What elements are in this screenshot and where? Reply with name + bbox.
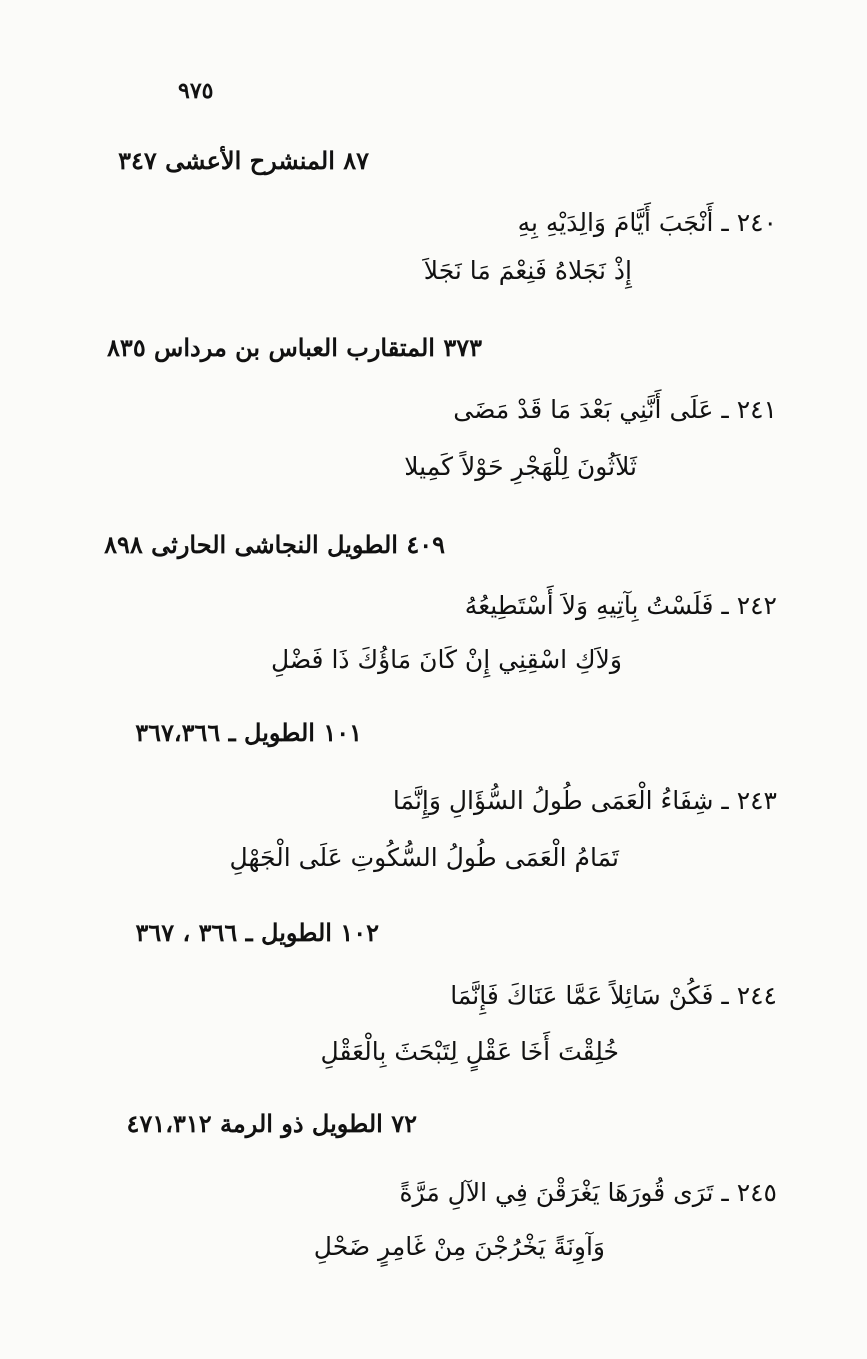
verse-first-hemistich: ٢٤٠ ـ أَنْجَبَ أَيَّامَ وَالِدَيْهِ بِهِ	[517, 208, 777, 237]
entry-header: ٨٧ المنشرح الأعشى ٣٤٧	[118, 146, 369, 175]
verse-first-hemistich: ٢٤٤ ـ فَكُنْ سَائِلاً عَمَّا عَنَاكَ فَإِنَّمَا	[450, 981, 777, 1010]
verse-second-hemistich: خُلِقْتَ أَخَا عَقْلٍ لِتَبْحَثَ بِالْعَقْلِ	[320, 1037, 619, 1066]
entry-header: ١٠٢ الطويل ـ ٣٦٦ ، ٣٦٧	[135, 918, 379, 947]
verse-first-hemistich: ٢٤٣ ـ شِفَاءُ الْعَمَى طُولُ السُّؤَالِ وَإِنَّمَا	[392, 786, 777, 815]
page-number: ٩٧٥	[178, 78, 214, 104]
verse-first-hemistich: ٢٤٥ ـ تَرَى قُورَهَا يَغْرَقْنَ فِي الآلِ مَرَّةً	[399, 1178, 777, 1207]
verse-second-hemistich: تَمَامُ الْعَمَى طُولُ السُّكُوتِ عَلَى الْجَهْلِ	[229, 843, 619, 872]
verse-second-hemistich: ثَلاَثُونَ لِلْهَجْرِ حَوْلاً كَمِيلا	[404, 452, 637, 481]
entry-header: ٣٧٣ المتقارب العباس بن مرداس ٨٣٥	[107, 333, 482, 362]
verse-second-hemistich: وَآوِنَةً يَخْرُجْنَ مِنْ غَامِرٍ ضَحْلِ	[313, 1232, 605, 1261]
entry-header: ٤٠٩ الطويل النجاشى الحارثى ٨٩٨	[104, 530, 445, 559]
verse-second-hemistich: وَلاَكِ اسْقِنِي إِنْ كَانَ مَاؤُكَ ذَا فَضْلِ	[270, 645, 622, 674]
entry-header: ١٠١ الطويل ـ ٣٦٧،٣٦٦	[135, 718, 362, 747]
verse-second-hemistich: إِذْ نَجَلاهُ فَنِعْمَ مَا نَجَلاَ	[423, 256, 632, 285]
verse-first-hemistich: ٢٤١ ـ عَلَى أَنَّنِي بَعْدَ مَا قَدْ مَضَى	[453, 395, 777, 424]
verse-first-hemistich: ٢٤٢ ـ فَلَسْتُ بِآتِيهِ وَلاَ أَسْتَطِيعُهُ	[464, 591, 777, 620]
entry-header: ٧٢ الطويل ذو الرمة ٤٧١،٣١٢	[126, 1109, 417, 1138]
